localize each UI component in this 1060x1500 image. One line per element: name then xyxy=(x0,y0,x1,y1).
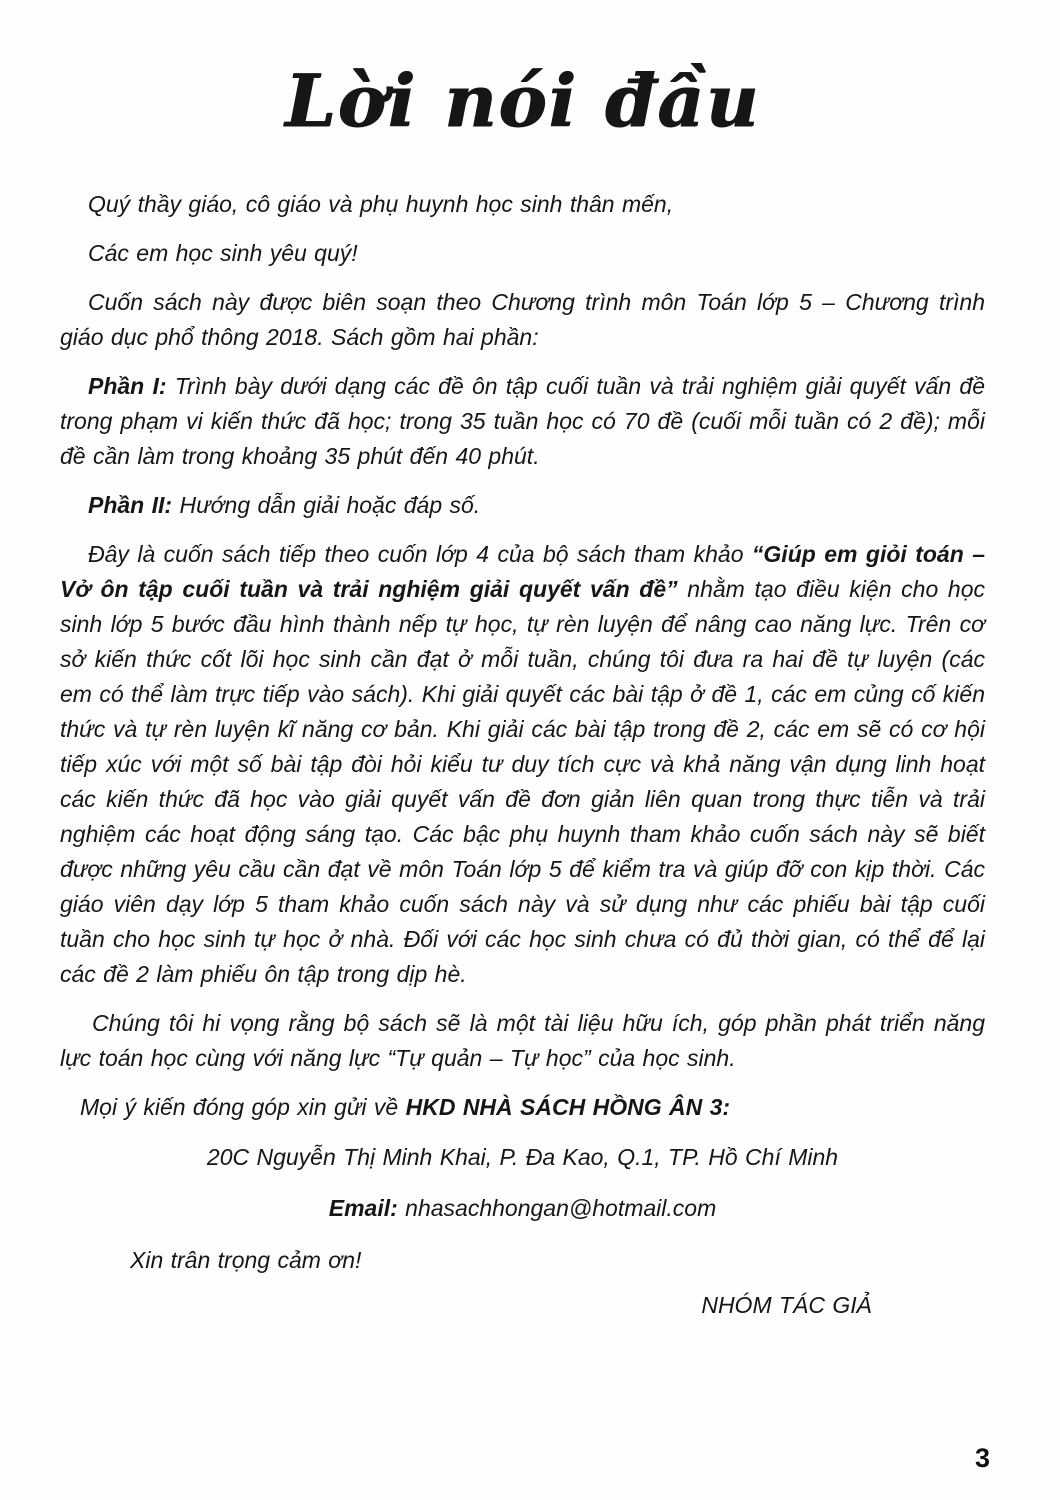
email-address: nhasachhongan@hotmail.com xyxy=(397,1194,717,1221)
about-book-lead: Đây là cuốn sách tiếp theo cuốn lớp 4 của bộ sách tham khảo xyxy=(88,540,752,567)
greeting-teachers-paragraph: Quý thầy giáo, cô giáo và phụ huynh học sinh thân mến, xyxy=(88,190,674,217)
publisher-name: HKD NHÀ SÁCH HỒNG ÂN 3: xyxy=(405,1093,731,1120)
authors-signature: NHÓM TÁC GIẢ xyxy=(701,1291,872,1318)
part1-text: Trình bày dưới dạng các đề ôn tập cuối tuần và trải nghiệm giải quyết vấn đề trong phạm vi kiến thức đã học; trong 35 tuần học có 70 đề (cuối mỗi tuần có 2 đề); mỗi đề cần làm trong khoảng 35 phút đến 40 phút. xyxy=(60,372,985,469)
thanks-line: Xin trân trọng cảm ơn! xyxy=(130,1246,362,1273)
page-number: 3 xyxy=(974,1443,990,1473)
greeting-students-paragraph: Các em học sinh yêu quý! xyxy=(88,239,358,266)
feedback-text: Mọi ý kiến đóng góp xin gửi về xyxy=(80,1093,406,1120)
hope-paragraph: Chúng tôi hi vọng rằng bộ sách sẽ là một tài liệu hữu ích, góp phần phát triển năng lực toán học cùng với năng lực “Tự quản – Tự học” của học sinh. xyxy=(60,1009,985,1071)
part2-text: Hướng dẫn giải hoặc đáp số. xyxy=(172,491,481,518)
part1-label: Phần I: xyxy=(88,372,167,399)
intro-paragraph: Cuốn sách này được biên soạn theo Chương trình môn Toán lớp 5 – Chương trình giáo dục phổ thông 2018. Sách gồm hai phần: xyxy=(60,288,985,350)
series-title: “Giúp em giỏi toán – Vở ôn tập cuối tuần và trải nghiệm giải quyết vấn đề” xyxy=(60,540,986,602)
part1-paragraph xyxy=(60,369,985,474)
email-label: Email: xyxy=(328,1194,398,1221)
publisher-address: 20C Nguyễn Thị Minh Khai, P. Đa Kao, Q.1, TP. Hồ Chí Minh xyxy=(206,1143,839,1170)
part2-label: Phần II: xyxy=(88,491,173,518)
publisher-email-line xyxy=(60,1191,985,1226)
page-title: Lời nói đầu xyxy=(284,58,761,143)
part2-paragraph xyxy=(60,488,985,523)
about-book-paragraph xyxy=(60,537,985,992)
about-book-body: nhằm tạo điều kiện cho học sinh lớp 5 bước đầu hình thành nếp tự học, tự rèn luyện để nâng cao năng lực. Trên cơ sở kiến thức cốt lõi học sinh cần đạt ở mỗi tuần, chúng tôi đưa ra hai đề tự luyện (các em có thể làm trực tiếp vào sách). Khi giải quyết các bài tập ở đề 1, các em củng cố kiến thức và tự rèn luyện kĩ năng cơ bản. Khi giải các bài tập trong đề 2, các em sẽ có cơ hội tiếp xúc với một số bài tập đòi hỏi kiểu tư duy tích cực và khả năng vận dụng linh hoạt các kiến thức đã học vào giải quyết vấn đề đơn giản liên quan trong thực tiễn và trải nghiệm các hoạt động sáng tạo. Các bậc phụ huynh tham khảo cuốn sách này sẽ biết được những yêu cầu cần đạt về môn Toán lớp 5 để kiểm tra và giúp đỡ con kịp thời. Các giáo viên dạy lớp 5 tham khảo cuốn sách này và sử dụng như các phiếu bài tập cuối tuần cho học sinh tự học ở nhà. Đối với các học sinh chưa có đủ thời gian, có thể để lại các đề 2 làm phiếu ôn tập trong dịp hè. xyxy=(60,575,985,987)
feedback-paragraph xyxy=(60,1090,985,1125)
